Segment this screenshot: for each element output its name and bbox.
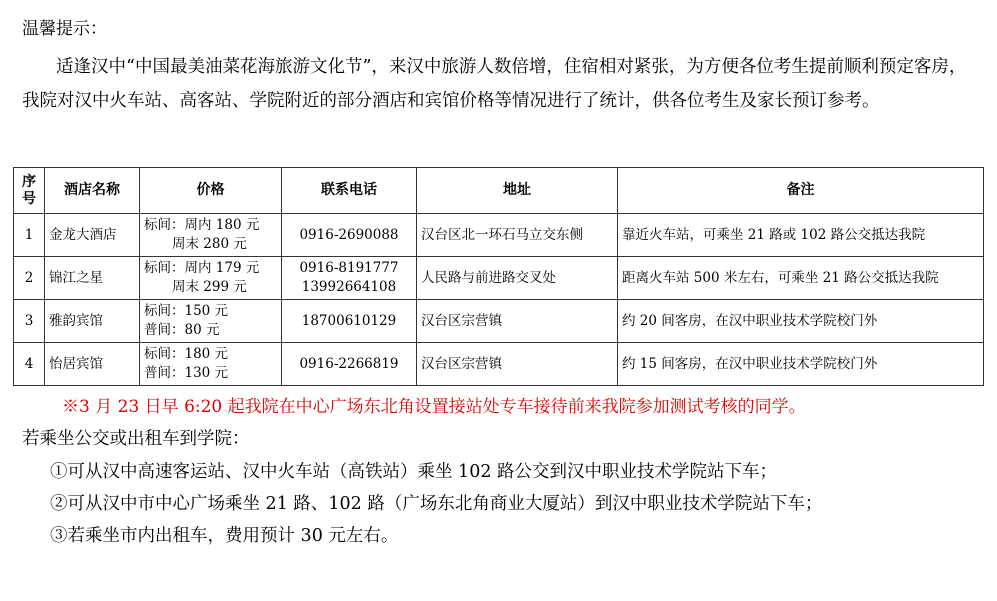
hotel-phone (282, 257, 417, 300)
table-row (14, 214, 984, 257)
price-line-1: 标间：180 元 (144, 346, 229, 362)
table-row (14, 300, 984, 343)
table-row (14, 257, 984, 300)
hotel-phone: 18700610129 (282, 300, 417, 343)
hotel-address: 人民路与前进路交叉处 (417, 257, 618, 300)
intro-paragraph: 适逢汉中“中国最美油菜花海旅游文化节”，来汉中旅游人数倍增，住宿相对紧张，为方便各位考生提前顺利预定客房，我院对汉中火车站、高客站、学院附近的部分酒店和宾馆价格等情况进行了统计，供各位考生及家长预订参考。 (22, 57, 967, 111)
hotel-price (140, 343, 282, 386)
price-line-2: 普间：130 元 (144, 365, 229, 381)
table-header-row (14, 168, 984, 214)
price-line-2: 周末 280 元 (172, 236, 247, 252)
price-line-1: 标间：周内 179 元 (144, 260, 260, 276)
phone-line-1: 0916-8191777 (299, 260, 399, 276)
hotel-address: 汉台区宗营镇 (417, 343, 618, 386)
hotel-name: 金龙大酒店 (45, 214, 140, 257)
route-item-2: ②可从汉中市中心广场乘坐 21 路、102 路（广场东北角商业大厦站）到汉中职业技术学院站下车； (50, 494, 823, 514)
row-no: 3 (14, 300, 45, 343)
hotel-price (140, 257, 282, 300)
hotel-price (140, 214, 282, 257)
hotel-price (140, 300, 282, 343)
price-line-2: 周末 299 元 (172, 279, 247, 295)
hotel-name: 怡居宾馆 (45, 343, 140, 386)
header-note: 备注 (618, 168, 984, 214)
table-row (14, 343, 984, 386)
header-phone: 联系电话 (282, 168, 417, 214)
header-hotel-name: 酒店名称 (45, 168, 140, 214)
hotel-note: 约 20 间客房，在汉中职业技术学院校门外 (618, 300, 984, 343)
hotel-address: 汉台区宗营镇 (417, 300, 618, 343)
hotel-name: 雅韵宾馆 (45, 300, 140, 343)
header-no: 序号 (14, 168, 45, 214)
row-no: 4 (14, 343, 45, 386)
hotel-phone: 0916-2690088 (282, 214, 417, 257)
price-line-2: 普间：80 元 (144, 322, 220, 338)
hotel-note: 约 15 间客房，在汉中职业技术学院校门外 (618, 343, 984, 386)
notice-heading: 温馨提示： (22, 19, 107, 39)
phone-line-2: 13992664108 (301, 279, 397, 295)
hotel-note: 靠近火车站，可乘坐 21 路或 102 路公交抵达我院 (618, 214, 984, 257)
price-line-1: 标间：周内 180 元 (144, 217, 260, 233)
header-price: 价格 (140, 168, 282, 214)
hotel-table (13, 167, 984, 386)
header-address: 地址 (417, 168, 618, 214)
route-item-1: ①可从汉中高速客运站、汉中火车站（高铁站）乘坐 102 路公交到汉中职业技术学院站下车； (50, 462, 778, 482)
transport-heading: 若乘坐公交或出租车到学院： (22, 429, 250, 449)
row-no: 1 (14, 214, 45, 257)
hotel-address: 汉台区北一环石马立交东侧 (417, 214, 618, 257)
hotel-note: 距离火车站 500 米左右，可乘坐 21 路公交抵达我院 (618, 257, 984, 300)
hotel-name: 锦江之星 (45, 257, 140, 300)
row-no: 2 (14, 257, 45, 300)
route-item-3: ③若乘坐市内出租车，费用预计 30 元左右。 (50, 526, 399, 546)
price-line-1: 标间：150 元 (144, 303, 229, 319)
hotel-phone: 0916-2266819 (282, 343, 417, 386)
shuttle-notice: ※3 月 23 日早 6:20 起我院在中心广场东北角设置接站处专车接待前来我院参加测试考核的同学。 (62, 397, 806, 417)
